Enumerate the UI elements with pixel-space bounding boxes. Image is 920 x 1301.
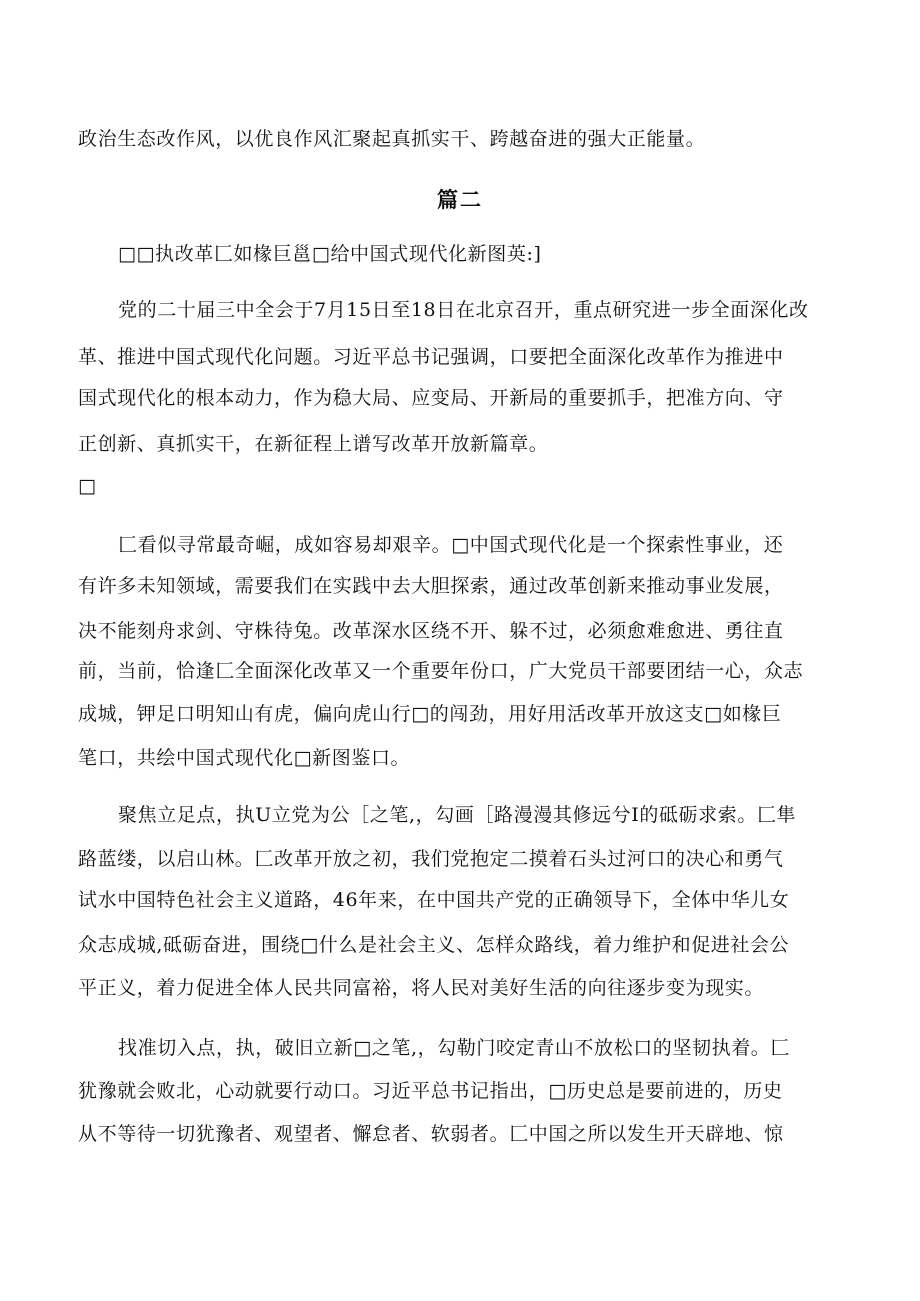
paragraph-line: 党的二十届三中全会于7月15日至18日在北京召开，重点研究进一步全面深化改: [118, 299, 809, 321]
paragraph-line: 有许多未知领域，需要我们在实践中去大胆探索，通过改革创新来推动事业发展，: [78, 575, 784, 597]
paragraph-line: 决不能刻舟求剑、守株待兔。改革深水区绕不开、躲不过，必须愈难愈进、勇往直: [78, 620, 784, 642]
paragraph-line: 犹豫就会败北，心动就要行动口。习近平总书记指出，□历史总是要前进的，历史: [78, 1080, 783, 1102]
paragraph-line: 革、推进中国式现代化问题。习近平总书记强调，口要把全面深化改革作为推进中: [78, 346, 784, 368]
paragraph-line: 匚看似寻常最奇崛，成如容易却艰辛。□中国式现代化是一个探索性事业，还: [118, 534, 784, 556]
intro-line: 政治生态改作风，以优良作风汇聚起真抓实干、跨越奋进的强大正能量。: [78, 128, 706, 150]
paragraph-line: 试水中国特色社会主义道路，46年来，在中国共产党的正确领导下，全体中华儿女: [78, 889, 790, 911]
paragraph-line: 前，当前，恰逢匚全面深化改革又一个重要年份口，广大党员干部要团结一心，众志: [78, 660, 804, 682]
paragraph-line: 路蓝缕，以启山林。匚改革开放之初，我们党抱定二摸着石头过河口的决心和勇气: [78, 848, 784, 870]
paragraph-line: 聚焦立足点，执U立党为公［之笔,，勾画［路漫漫其修远兮I的砥砺求索。匚隼: [118, 804, 797, 826]
paragraph-line: 国式现代化的根本动力，作为稳大局、应变局、开新局的重要抓手，把准方向、守: [78, 387, 784, 409]
paragraph-line: 正创新、真抓实干，在新征程上谱写改革开放新篇章。: [78, 433, 549, 455]
paragraph-line: 成城，钾足口明知山有虎，偏向虎山行□的闯劲，用好用活改革开放这支□如椽巨: [78, 703, 782, 725]
paragraph-line: 找准切入点，执，破旧立新□之笔,，勾勒门咬定青山不放松口的坚韧执着。匚: [118, 1037, 790, 1059]
paragraph-line: 从不等待一切犹豫者、观望者、懈怠者、软弱者。匚中国之所以发生开天辟地、惊: [78, 1123, 784, 1145]
paragraph-line: 笔口，共绘中国式现代化□新图鉴口。: [78, 747, 411, 769]
placeholder-box: □: [78, 475, 97, 497]
section-subtitle: □□执改革匚如椽巨邕□给中国式现代化新图英:]: [118, 243, 542, 265]
paragraph-line: 平正义，着力促进全体人民共同富裕，将人民对美好生活的向往逐步变为现实。: [78, 977, 765, 999]
section-title: 篇二: [437, 187, 483, 212]
paragraph-line: 众志成城,砥砺奋进，围绕□什么是社会主义、怎样众路线，着力维护和促进社会公: [78, 934, 790, 956]
